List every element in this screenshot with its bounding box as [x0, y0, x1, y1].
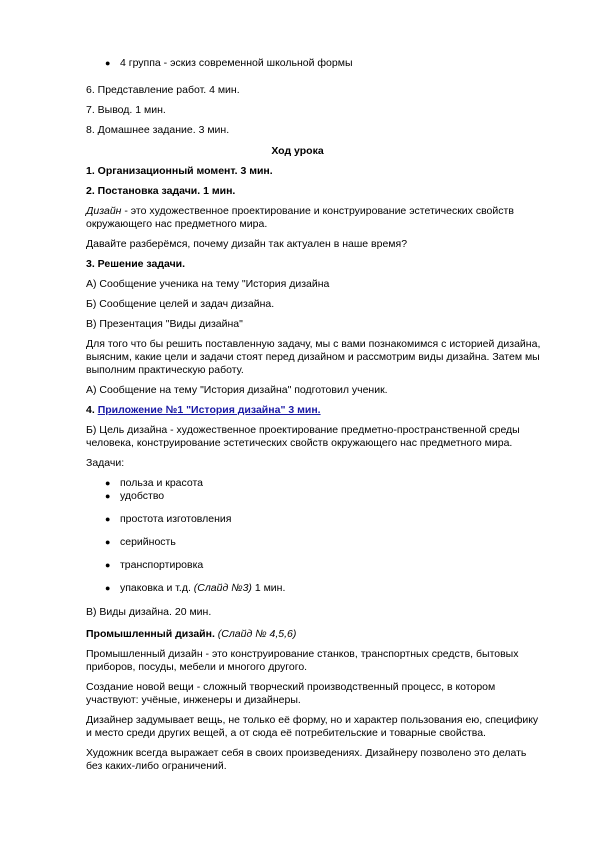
- section-title: 3. Решение задачи.: [86, 258, 186, 270]
- plan-item: 6. Представление работ. 4 мин.: [86, 84, 240, 96]
- step-item: А) Сообщение ученика на тему "История дизайна: [86, 278, 330, 290]
- tasks-label: Задачи:: [86, 457, 125, 469]
- subsection-name: Промышленный дизайн.: [86, 628, 215, 640]
- paragraph-line: участвуют: учёные, инженеры и дизайнеры.: [86, 694, 301, 706]
- list-item: 4 группа - эскиз современной школьной формы: [120, 57, 353, 69]
- task-item: транспортировка: [120, 559, 204, 571]
- paragraph-line: Б) Цель дизайна - художественное проектирование предметно-пространственной среды: [86, 424, 520, 436]
- bullet-icon: ●: [105, 58, 111, 68]
- slide-reference: (Слайд №3): [193, 582, 252, 594]
- paragraph-line: Для того что бы решить поставленную задачу, мы с вами познакомимся с историей дизайна,: [86, 338, 541, 350]
- step-item: В) Виды дизайна. 20 мин.: [86, 606, 212, 618]
- definition-line: [86, 205, 514, 218]
- plan-item: 8. Домашнее задание. 3 мин.: [86, 124, 230, 136]
- bullet-icon: ●: [105, 583, 111, 593]
- task-item: [120, 582, 285, 595]
- paragraph-line: человека, конструирование эстетических свойств окружающего нас предметного мира.: [86, 437, 513, 449]
- paragraph-line: приборов, посуды, мебели и многого другого.: [86, 661, 308, 673]
- appendix-link[interactable]: Приложение №1 "История дизайна" 3 мин.: [97, 404, 321, 416]
- step-item: Б) Сообщение целей и задач дизайна.: [86, 298, 275, 310]
- bullet-icon: ●: [105, 560, 111, 570]
- section-title: 2. Постановка задачи. 1 мин.: [86, 185, 236, 197]
- task-text: упаковка и т.д.: [120, 582, 194, 594]
- bullet-icon: ●: [105, 491, 111, 501]
- section-title: [86, 404, 321, 417]
- section-number: 4.: [86, 404, 98, 416]
- task-item: серийность: [120, 536, 176, 548]
- paragraph-line: Дизайнер задумывает вещь, не только её форму, но и характер пользования ею, специфику: [86, 714, 539, 726]
- paragraph-line: Промышленный дизайн - это конструирование станков, транспортных средств, бытовых: [86, 648, 519, 660]
- step-item: В) Презентация "Виды дизайна": [86, 318, 243, 330]
- bullet-icon: ●: [105, 478, 111, 488]
- paragraph-line: и место среди других вещей, а от сюда её потребительские и товарные свойства.: [86, 727, 486, 739]
- question-text: Давайте разберёмся, почему дизайн так актуален в наше время?: [86, 238, 408, 250]
- paragraph-line: выполним практическую работу.: [86, 364, 244, 376]
- definition-term: Дизайн: [86, 205, 122, 217]
- message-text: А) Сообщение на тему "История дизайна" подготовил ученик.: [86, 384, 388, 396]
- paragraph-line: Художник всегда выражает себя в своих произведениях. Дизайнеру позволено это делать: [86, 747, 527, 759]
- task-time: 1 мин.: [251, 582, 286, 594]
- bullet-icon: ●: [105, 514, 111, 524]
- task-item: удобство: [120, 490, 165, 502]
- task-item: простота изготовления: [120, 513, 232, 525]
- paragraph-line: без каких-либо ограничений.: [86, 760, 227, 772]
- subsection-title: [86, 628, 296, 641]
- section-title: 1. Организационный момент. 3 мин.: [86, 165, 273, 177]
- slide-reference: (Слайд № 4,5,6): [214, 628, 297, 640]
- section-heading: Ход урока: [271, 145, 324, 157]
- definition-line: окружающего нас предметного мира.: [86, 218, 268, 230]
- definition-text: - это художественное проектирование и конструирование эстетических свойств: [121, 205, 514, 217]
- plan-item: 7. Вывод. 1 мин.: [86, 104, 166, 116]
- bullet-icon: ●: [105, 537, 111, 547]
- task-item: польза и красота: [120, 477, 204, 489]
- paragraph-line: Создание новой вещи - сложный творческий производственный процесс, в котором: [86, 681, 496, 693]
- paragraph-line: выясним, какие цели и задачи стоят перед дизайном и рассмотрим виды дизайна. Затем мы: [86, 351, 540, 363]
